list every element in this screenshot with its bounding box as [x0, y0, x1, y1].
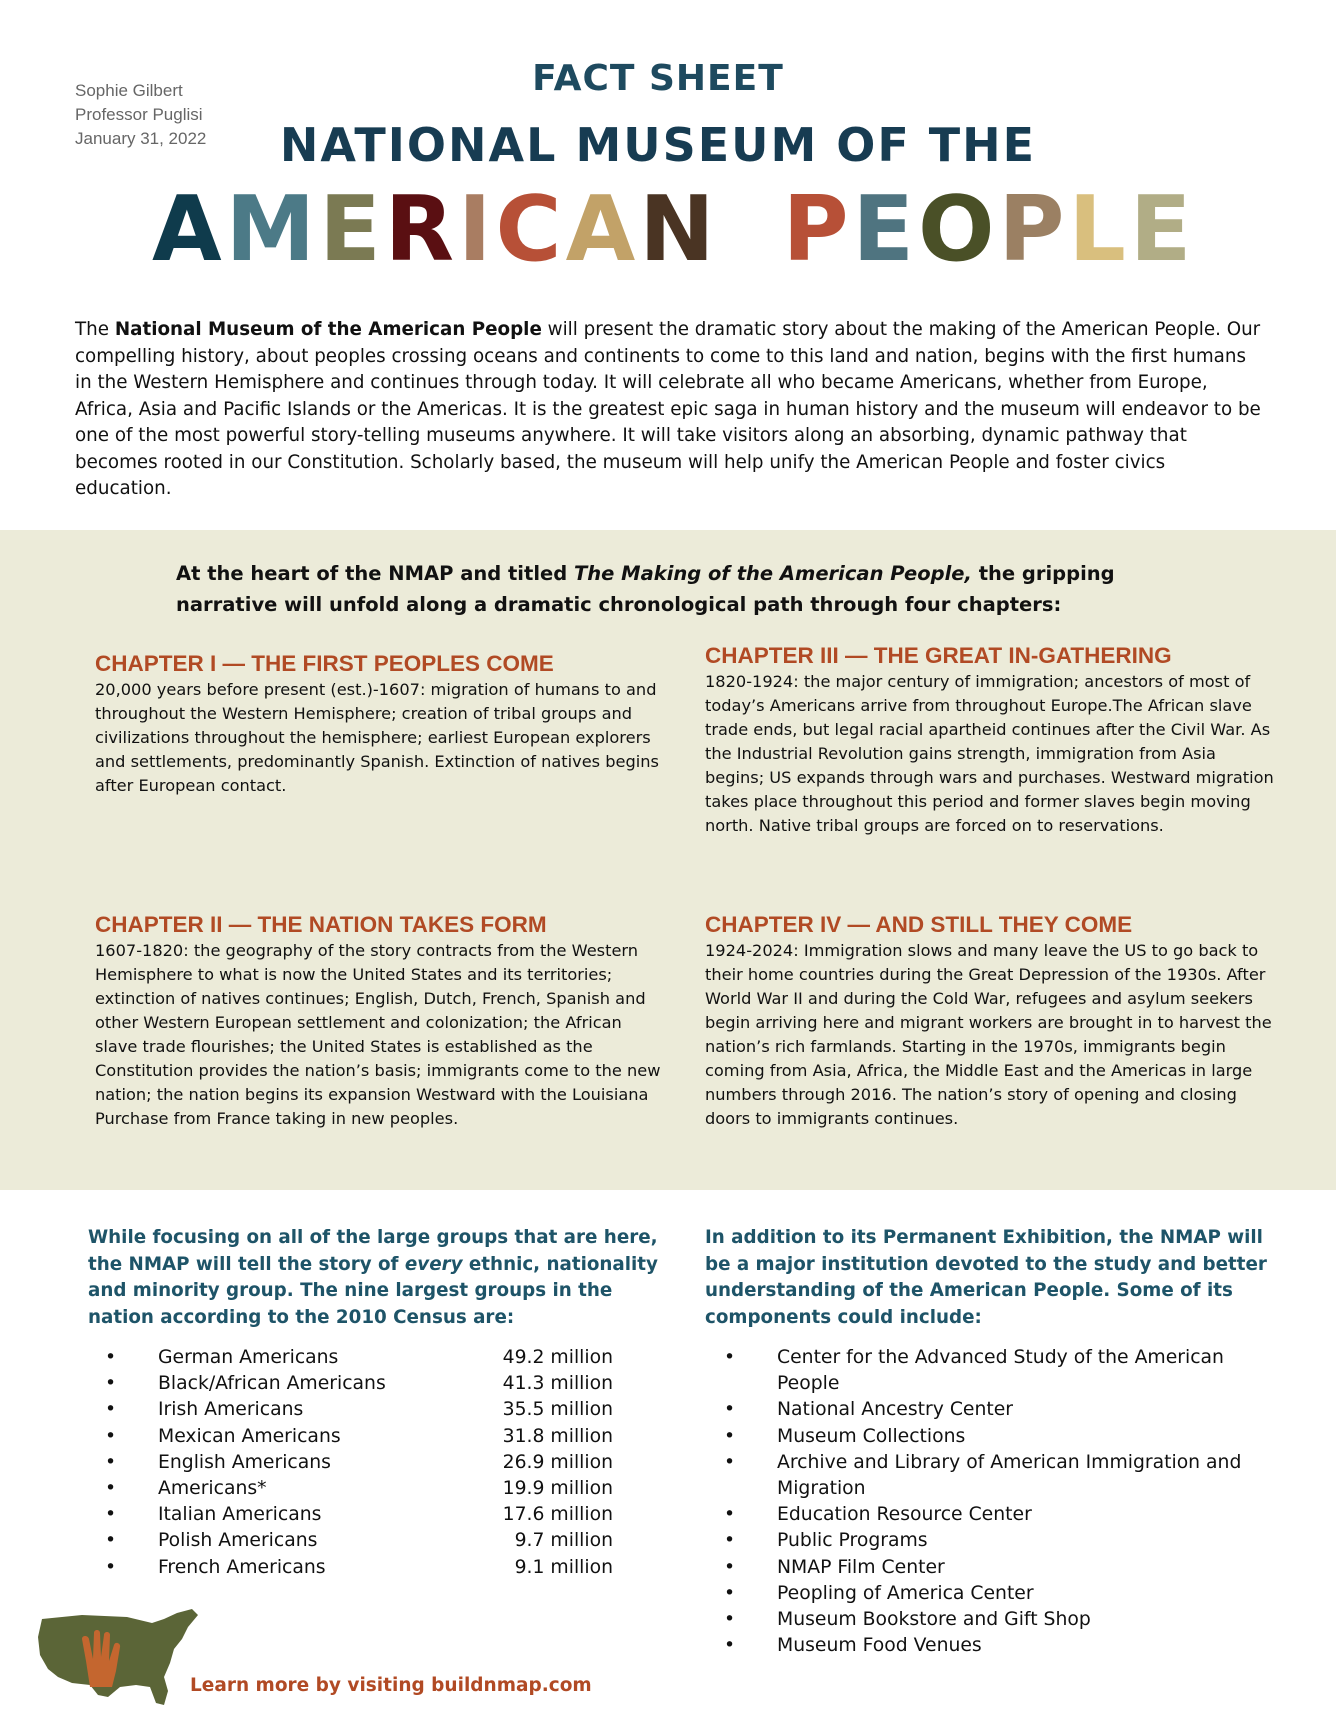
group-count: 49.2 million: [502, 1347, 613, 1368]
intro-paragraph: [75, 317, 1265, 503]
chapter-2-body: 1607-1820: the geography of the story contracts from the Western Hemisphere to what is now the United States and its territories; extinction of natives continues; English, Dutch, French, Spanish and other Western European settlement and colonization; the African slave trade flourishes; the United States is established as the Constitution provides the nation’s basis; immigrants come to the new nation; the nation begins its expansion Westward with the Louisiana Purchase from France taking in new peoples.: [95, 941, 661, 1128]
component-name: Peopling of America Center: [777, 1582, 1034, 1604]
component-name: Museum Collections: [777, 1425, 966, 1447]
people-letter: P: [998, 177, 1069, 282]
group-list-item: [93, 1450, 613, 1476]
american-letter: A: [565, 177, 640, 282]
bullet-icon: •: [105, 1478, 117, 1500]
bullet-icon: •: [724, 1582, 736, 1604]
component-list-item: [712, 1555, 1272, 1581]
group-count: 31.8 million: [502, 1425, 613, 1447]
author-name: Sophie Gilbert: [75, 81, 183, 100]
american-letter: I: [458, 177, 496, 282]
group-list-item: [93, 1528, 613, 1554]
us-map-hand-logo: [32, 1605, 202, 1715]
group-count: 35.5 million: [502, 1399, 613, 1421]
group-name: Polish Americans: [158, 1530, 318, 1552]
group-count: 41.3 million: [502, 1373, 613, 1395]
group-list-item: [93, 1397, 613, 1423]
group-count: 26.9 million: [502, 1451, 613, 1473]
chapter-3-title: CHAPTER III — THE GREAT IN-GATHERING: [705, 643, 1172, 668]
american-letter: E: [319, 177, 385, 282]
chapters-lead-b: the gripping narrative will unfold along a dramatic chronological path through four chapters:: [176, 562, 1115, 616]
group-name: Italian Americans: [158, 1504, 322, 1526]
group-name: Black/African Americans: [158, 1373, 386, 1395]
group-count: 17.6 million: [502, 1504, 613, 1526]
group-list-item: [93, 1476, 613, 1502]
chapters-lead-title: The Making of the American People,: [573, 562, 972, 585]
components-list: [712, 1345, 1272, 1659]
chapter-4-title: CHAPTER IV — AND STILL THEY COME: [705, 912, 1133, 937]
bullet-icon: •: [105, 1530, 117, 1552]
component-name: Museum Food Venues: [777, 1635, 982, 1657]
component-list-item: [712, 1581, 1272, 1607]
professor-name: Professor Puglisi: [75, 105, 203, 124]
bullet-icon: •: [724, 1399, 736, 1421]
component-name: Education Resource Center: [777, 1504, 1032, 1526]
group-name: Mexican Americans: [158, 1425, 341, 1447]
component-name: Museum Bookstore and Gift Shop: [777, 1609, 1091, 1631]
people-letter: E: [1129, 177, 1196, 282]
bullet-icon: •: [105, 1399, 117, 1421]
bullet-icon: •: [105, 1504, 117, 1526]
ethnic-groups-list: [93, 1345, 613, 1581]
intro-prefix: The: [75, 319, 115, 340]
bullet-icon: •: [105, 1556, 117, 1578]
bullet-icon: •: [724, 1530, 736, 1552]
american-letter: C: [495, 177, 566, 282]
american-letter: A: [152, 177, 226, 282]
group-list-item: [93, 1424, 613, 1450]
groups-lead-every: every: [404, 1253, 463, 1275]
components-lead: In addition to its Permanent Exhibition, the NMAP will be a major institution devoted to the study and better understanding of the American People. Some of its components could include:: [705, 1227, 1267, 1328]
bullet-icon: •: [105, 1425, 117, 1447]
chapter-2-title: CHAPTER II — THE NATION TAKES FORM: [95, 912, 547, 937]
component-list-item: [712, 1607, 1272, 1633]
bullet-icon: •: [105, 1373, 117, 1395]
component-list-item: [712, 1345, 1272, 1397]
chapter-4-body: 1924-2024: Immigration slows and many leave the US to go back to their home countries during the Great Depression of the 1930s. After World War II and during the Cold War, refugees and asylum seekers begin arriving here and migrant workers are brought in to harvest the nation’s rich farmlands. Starting in the 1970s, immigrants begin coming from Asia, Africa, the Middle East and the Americas in large numbers through 2016. The nation’s story of opening and closing doors to immigrants continues.: [705, 941, 1272, 1128]
group-list-item: [93, 1371, 613, 1397]
groups-lead: [88, 1225, 668, 1331]
component-name: NMAP Film Center: [777, 1556, 945, 1578]
american-letter: M: [225, 177, 320, 282]
component-list-item: [712, 1397, 1272, 1423]
group-list-item: [93, 1345, 613, 1371]
component-list-item: [712, 1450, 1272, 1502]
chapters-lead: [176, 558, 1186, 620]
component-list-item: [712, 1502, 1272, 1528]
bullet-icon: •: [724, 1609, 736, 1631]
bullet-icon: •: [724, 1504, 736, 1526]
group-name: Irish Americans: [158, 1399, 304, 1421]
component-list-item: [712, 1633, 1272, 1659]
bullet-icon: •: [724, 1635, 736, 1657]
bullet-icon: •: [724, 1425, 736, 1447]
group-count: 9.1 million: [514, 1556, 613, 1578]
people-letter: P: [782, 177, 853, 282]
chapter-2: [95, 911, 665, 1131]
bullet-icon: •: [724, 1556, 736, 1578]
american-letter: N: [639, 177, 719, 282]
groups-lead-b: ethnic, nationality and minority group. The nine largest groups in the nation according to the 2010 Census are:: [88, 1253, 658, 1328]
chapter-1-body: 20,000 years before present (est.)-1607: migration of humans to and throughout the Western Hemisphere; creation of tribal groups and civilizations throughout the hemisphere; earliest European explorers and settlements, predominantly Spanish. Extinction of natives begins after European contact.: [95, 680, 659, 795]
component-list-item: [712, 1528, 1272, 1554]
bullet-icon: •: [105, 1451, 117, 1473]
bullet-icon: •: [724, 1347, 736, 1368]
group-count: 19.9 million: [502, 1478, 613, 1500]
bullet-icon: •: [105, 1347, 117, 1368]
document-date: January 31, 2022: [75, 129, 207, 148]
group-name: German Americans: [158, 1347, 339, 1368]
group-list-item: [93, 1502, 613, 1528]
website-link[interactable]: Learn more by visiting buildnmap.com: [190, 1675, 592, 1696]
chapter-3-body: 1820-1924: the major century of immigration; ancestors of most of today’s Americans arrive from throughout Europe.The African slave trade ends, but legal racial apartheid continues after the Civil War. As the Industrial Revolution gains strength, immigration from Asia begins; US expands through wars and purchases. Westward migration takes place throughout this period and former slaves begin moving north. Native tribal groups are forced on to reservations.: [705, 672, 1274, 835]
people-letter: O: [918, 177, 999, 282]
american-people-wordmark: [152, 177, 1196, 282]
groups-lead-a: While focusing on all of the large groups that are here, the NMAP will tell the story of: [88, 1227, 658, 1275]
component-name: Archive and Library of American Immigration and Migration: [777, 1451, 1242, 1500]
group-count: 9.7 million: [514, 1530, 613, 1552]
intro-body: will present the dramatic story about the making of the American People. Our compelling history, about peoples crossing oceans and continents to come to this land and nation, begins with the first humans in the Western Hemisphere and continues through today. It will celebrate all who became Americans, whether from Europe, Africa, Asia and Pacific Islands or the Americas. It is the greatest epic saga in human history and the museum will endeavor to be one of the most powerful story-telling museums anywhere. It will take visitors along an absorbing, dynamic pathway that becomes rooted in our Constitution. Scholarly based, the museum will help unify the American People and foster civics education.: [75, 319, 1261, 499]
component-name: National Ancestry Center: [777, 1399, 1014, 1421]
fact-sheet-title: FACT SHEET: [532, 58, 784, 99]
group-name: Americans*: [158, 1478, 267, 1500]
people-letter: L: [1068, 177, 1130, 282]
component-name: Center for the Advanced Study of the American People: [777, 1347, 1224, 1395]
group-list-item: [93, 1555, 613, 1581]
chapter-3: [705, 642, 1275, 838]
component-list-item: [712, 1424, 1272, 1450]
american-letter: R: [384, 177, 459, 282]
people-letter: E: [852, 177, 919, 282]
group-name: English Americans: [158, 1451, 331, 1473]
chapter-4: [705, 911, 1275, 1131]
bullet-icon: •: [724, 1451, 736, 1473]
chapters-lead-a: At the heart of the NMAP and titled: [176, 562, 574, 585]
group-name: French Americans: [158, 1556, 326, 1578]
chapter-1-title: CHAPTER I — THE FIRST PEOPLES COME: [95, 651, 554, 676]
museum-title-line: NATIONAL MUSEUM OF THE: [279, 118, 1037, 172]
intro-museum-name: National Museum of the American People: [114, 319, 542, 340]
component-name: Public Programs: [777, 1530, 928, 1552]
chapter-1: [95, 650, 665, 798]
